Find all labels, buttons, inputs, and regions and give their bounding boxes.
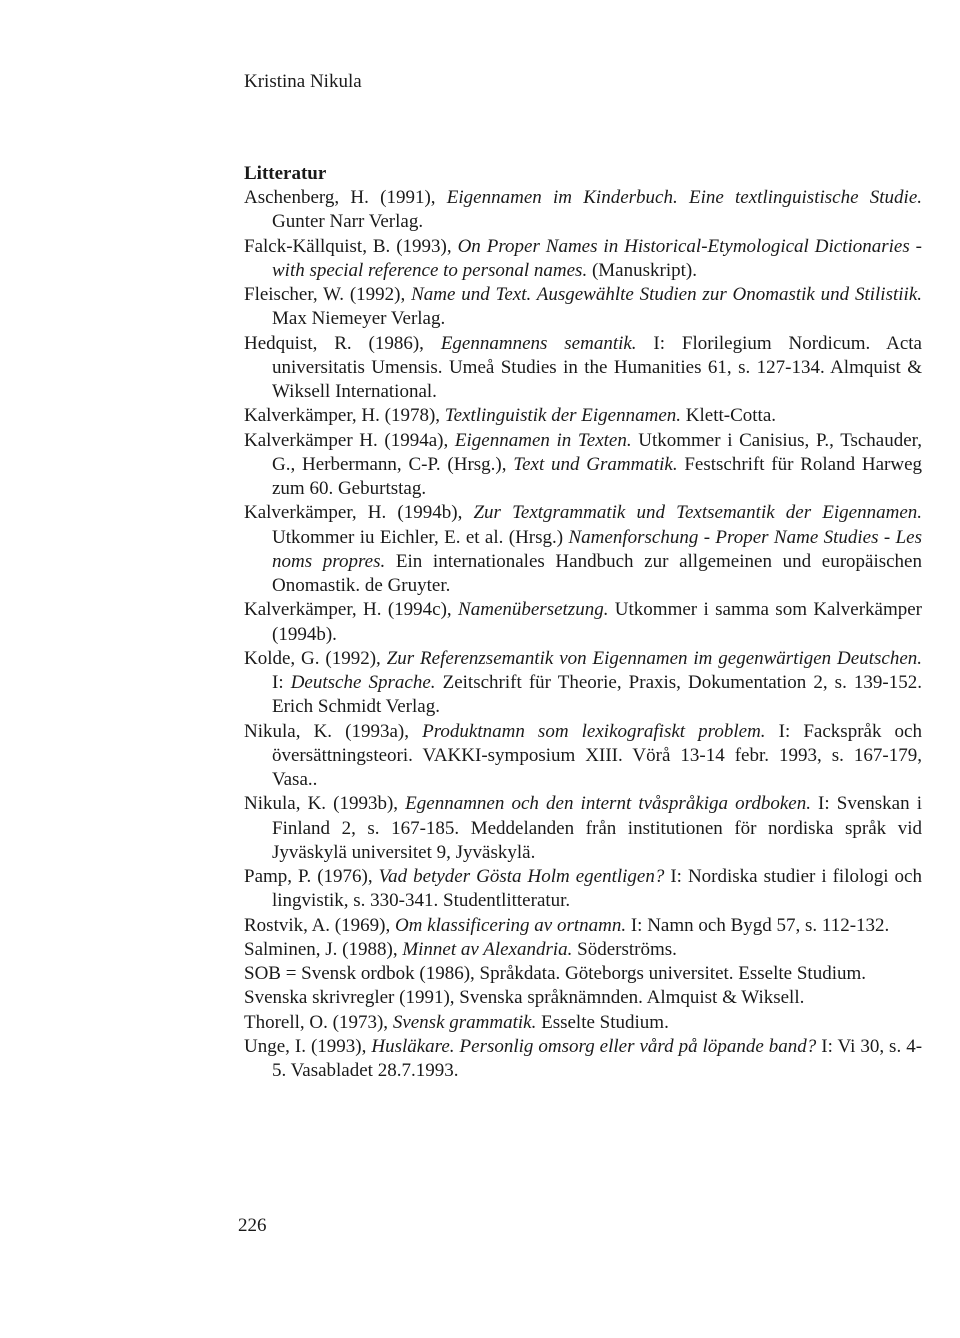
reference-entry — [244, 986, 922, 1010]
reference-title: Zur Textgrammatik und Textsemantik der Eigennamen. — [473, 502, 923, 524]
reference-entry — [244, 720, 922, 793]
reference-title: Deutsche Sprache. — [290, 672, 436, 693]
reference-text: I: Vi 30, s. 4-5. Vasabladet 28.7.1993. — [272, 1035, 923, 1081]
reference-text: I: Florilegium Nordicum. Acta universitatis Umensis. Umeå Studies in the Humanities 61, s. 127-134. Almquist & Wiksell International. — [272, 332, 922, 402]
reference-text: Zeitschrift für Theorie, Praxis, Dokumentation 2, s. 139-152. Erich Schmidt Verlag. — [272, 672, 922, 718]
reference-text: Kalverkämper, H. (1994c), — [244, 599, 459, 621]
reference-entry — [244, 598, 922, 647]
reference-text: Kalverkämper, H. (1978), — [244, 405, 445, 427]
reference-text: Pamp, P. (1976), — [244, 866, 379, 887]
reference-text: Hedquist, R. (1986), — [244, 332, 441, 354]
reference-title: Husläkare. Personlig omsorg eller vård på löpande band? — [371, 1035, 817, 1057]
reference-text: I: Namn och Bygd 57, s. 112-132. — [626, 914, 890, 936]
reference-entry — [244, 865, 922, 914]
reference-title: Egennamnens semantik. — [440, 332, 637, 354]
reference-text: Gunter Narr Verlag. — [272, 211, 424, 233]
reference-text: I: Fackspråk och översättningsteori. VAKKI-symposium XIII. Vörå 13-14 febr. 1993, s. 167-179, Vasa.. — [272, 720, 922, 790]
reference-entry — [244, 962, 922, 986]
reference-text: Utkommer iu Eichler, E. et al. (Hrsg.) — [272, 526, 569, 548]
reference-list — [244, 186, 922, 1083]
reference-title: Text und Grammatik. — [513, 453, 678, 475]
reference-title: Produktnamn som lexikografiskt problem. — [422, 720, 766, 742]
reference-entry — [244, 186, 922, 235]
reference-text: I: Nordiska studier i filologi och lingvistik, s. 330-341. Studentlitteratur. — [272, 866, 922, 912]
reference-entry — [244, 429, 922, 502]
reference-text: Ein internationales Handbuch zur allgemeinen und europäischen Onomastik. de Gruyter. — [272, 550, 922, 596]
reference-text: Nikula, K. (1993b), — [244, 793, 406, 815]
reference-title: Namenübersetzung. — [458, 599, 609, 621]
reference-text: Kolde, G. (1992), — [244, 647, 387, 669]
running-header-author: Kristina Nikula — [244, 71, 362, 92]
page-number: 226 — [238, 1215, 267, 1236]
reference-text: I: — [272, 672, 291, 693]
reference-entry — [244, 914, 922, 938]
reference-text: Salminen, J. (1988), — [244, 938, 403, 960]
reference-title: Eigennamen in Texten. — [454, 429, 632, 451]
reference-text: Max Niemeyer Verlag. — [272, 308, 446, 330]
reference-entry — [244, 792, 922, 865]
reference-entry — [244, 235, 922, 284]
reference-text: Falck-Källquist, B. (1993), — [244, 235, 458, 257]
reference-text: Fleischer, W. (1992), — [244, 284, 412, 305]
reference-text: Unge, I. (1993), — [244, 1035, 372, 1057]
reference-entry — [244, 404, 922, 428]
reference-text: Kalverkämper, H. (1994b), — [244, 502, 474, 524]
reference-text: SOB = Svensk ordbok (1986), Språkdata. Göteborgs universitet. Esselte Studium. — [244, 963, 867, 984]
reference-text: Thorell, O. (1973), — [244, 1011, 393, 1033]
reference-entry — [244, 283, 922, 332]
reference-title: Name und Text. Ausgewählte Studien zur Onomastik und Stilistiik. — [411, 284, 922, 305]
reference-text: Utkommer i Canisius, P., Tschauder, G., Herbermann, C-P. (Hrsg.), — [272, 429, 922, 475]
reference-text: Kalverkämper H. (1994a), — [244, 429, 455, 451]
reference-title: Egennamnen och den internt tvåspråkiga ordboken. — [405, 793, 811, 815]
reference-text: Klett-Cotta. — [681, 405, 777, 427]
reference-text: Utkommer i samma som Kalverkämper (1994b). — [272, 599, 922, 645]
section-heading: Litteratur — [244, 163, 327, 184]
reference-title: Zur Referenzsemantik von Eigennamen im gegenwärtigen Deutschen. — [386, 647, 923, 669]
reference-entry — [244, 1035, 922, 1084]
reference-text: Rostvik, A. (1969), — [244, 914, 395, 936]
reference-text: Svenska skrivregler (1991), Svenska språknämnden. Almquist & Wiksell. — [244, 987, 805, 1009]
reference-entry — [244, 647, 922, 720]
reference-title: Eigennamen im Kinderbuch. Eine textlinguistische Studie. — [446, 187, 922, 208]
reference-text: Nikula, K. (1993a), — [244, 720, 423, 742]
reference-title: Namenforschung - Proper Name Studies - Les noms propres. — [272, 526, 922, 572]
reference-title: Textlinguistik der Eigennamen. — [444, 405, 682, 427]
reference-text: I: Svenskan i Finland 2, s. 167-185. Meddelanden från institutionen för nordiska språk vid Jyväskylä universitet 9, Jyväskylä. — [272, 793, 922, 863]
reference-title: Minnet av Alexandria. — [402, 938, 573, 960]
reference-title: Svensk grammatik. — [392, 1011, 537, 1033]
reference-entry — [244, 938, 922, 962]
reference-entry — [244, 501, 922, 598]
reference-title: Om klassificering av ortnamn. — [394, 914, 627, 936]
reference-title: On Proper Names in Historical-Etymological Dictionaries - with special reference to personal names. — [272, 235, 923, 281]
reference-text: (Manuskript). — [587, 259, 697, 281]
reference-text: Aschenberg, H. (1991), — [244, 187, 447, 208]
reference-entry — [244, 332, 922, 405]
reference-entry — [244, 1011, 922, 1035]
reference-text: Söderströms. — [572, 938, 677, 960]
reference-title: Vad betyder Gösta Holm egentligen? — [378, 866, 665, 887]
reference-text: Esselte Studium. — [536, 1011, 669, 1033]
reference-text: Festschrift für Roland Harweg zum 60. Geburtstag. — [272, 453, 923, 499]
